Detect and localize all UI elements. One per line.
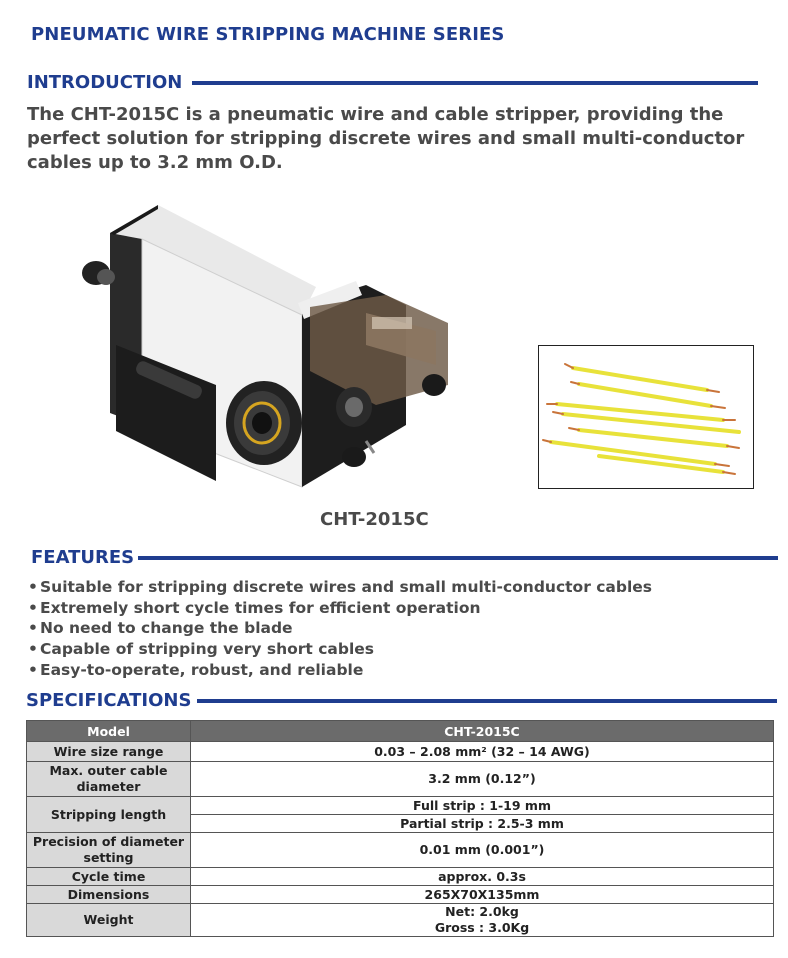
table-header-row bbox=[27, 721, 774, 742]
feature-text: Suitable for stripping discrete wires and small multi-conductor cables bbox=[40, 578, 653, 596]
header-model-label: Model bbox=[27, 721, 191, 742]
param-label: Weight bbox=[27, 904, 191, 937]
feature-text: No need to change the blade bbox=[40, 619, 293, 638]
features-heading bbox=[31, 547, 778, 568]
param-value: 3.2 mm (0.12”) bbox=[191, 762, 774, 797]
introduction-heading bbox=[27, 72, 758, 93]
param-label: Wire size range bbox=[27, 742, 191, 762]
param-label: Dimensions bbox=[27, 886, 191, 904]
specifications-label: SPECIFICATIONS bbox=[26, 690, 192, 711]
feature-text: Extremely short cycle times for efficient operation bbox=[40, 598, 481, 617]
feature-item bbox=[28, 660, 652, 681]
specifications-table bbox=[26, 720, 774, 937]
param-label: Cycle time bbox=[27, 868, 191, 886]
feature-item bbox=[28, 618, 652, 639]
bullet-icon: • bbox=[28, 640, 38, 659]
param-value: 0.01 mm (0.001”) bbox=[191, 833, 774, 868]
table-row bbox=[27, 742, 774, 762]
intro-paragraph: The CHT-2015C is a pneumatic wire and cable stripper, providing the perfect solution for stripping discrete wires and small multi-conductor cables up to 3.2 mm O.D. bbox=[27, 104, 745, 173]
param-value: approx. 0.3s bbox=[191, 868, 774, 886]
param-label: Precision of diameter setting bbox=[27, 833, 191, 868]
bullet-icon: • bbox=[28, 598, 38, 617]
machine-photo bbox=[66, 195, 466, 495]
table-row bbox=[27, 797, 774, 815]
param-value: Full strip : 1-19 mm bbox=[191, 797, 774, 815]
feature-text: Capable of stripping very short cables bbox=[40, 640, 375, 659]
introduction-rule bbox=[192, 81, 758, 85]
param-value: Net: 2.0kg bbox=[191, 904, 774, 921]
bullet-icon: • bbox=[28, 660, 38, 679]
table-row bbox=[27, 762, 774, 797]
features-list bbox=[28, 577, 652, 681]
features-rule bbox=[138, 556, 778, 560]
param-value: Partial strip : 2.5-3 mm bbox=[191, 815, 774, 833]
specifications-rule bbox=[197, 699, 777, 703]
feature-item bbox=[28, 598, 652, 619]
bullet-icon: • bbox=[28, 619, 38, 638]
param-value: 0.03 – 2.08 mm² (32 – 14 AWG) bbox=[191, 742, 774, 762]
table-row bbox=[27, 904, 774, 921]
header-model-value: CHT-2015C bbox=[191, 721, 774, 742]
param-label: Stripping length bbox=[27, 797, 191, 833]
feature-item bbox=[28, 577, 652, 598]
introduction-label: INTRODUCTION bbox=[27, 72, 183, 93]
bullet-icon: • bbox=[28, 578, 38, 596]
feature-text: Easy-to-operate, robust, and reliable bbox=[40, 660, 364, 679]
param-label: Max. outer cable diameter bbox=[27, 762, 191, 797]
table-row bbox=[27, 886, 774, 904]
feature-item bbox=[28, 639, 652, 660]
param-value: 265X70X135mm bbox=[191, 886, 774, 904]
table-row bbox=[27, 868, 774, 886]
stripped-wires-illustration bbox=[539, 346, 752, 487]
table-row bbox=[27, 833, 774, 868]
product-caption: CHT-2015C bbox=[320, 509, 429, 530]
features-label: FEATURES bbox=[31, 547, 135, 568]
wire-samples-photo bbox=[538, 345, 754, 489]
specifications-heading bbox=[26, 690, 777, 711]
page-title: PNEUMATIC WIRE STRIPPING MACHINE SERIES bbox=[31, 24, 505, 45]
param-value: Gross : 3.0Kg bbox=[191, 920, 774, 937]
